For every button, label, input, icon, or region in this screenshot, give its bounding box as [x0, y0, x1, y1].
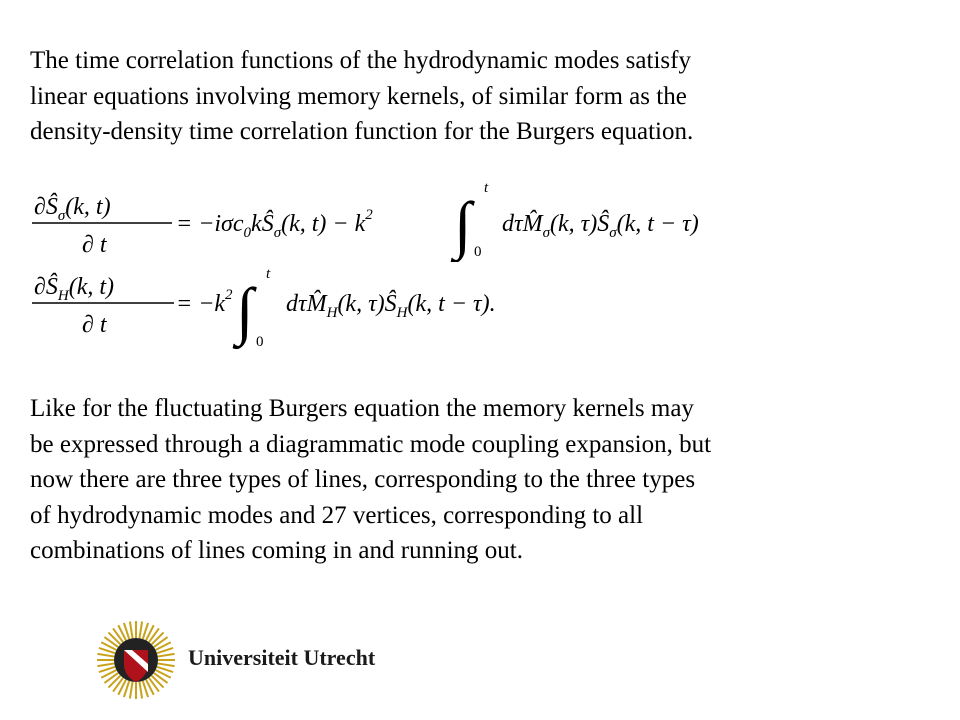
sun-ray — [108, 676, 120, 688]
eq2-integral-lower: 0 — [256, 334, 264, 350]
eq1-rhs-part1: = $-i\sigma c_0kŜ_\sigma(k$, $t) - k^2$ — [176, 207, 373, 241]
eq2-fraction-numerator: $\partial Ŝ_H(k$, t) — [34, 274, 115, 304]
sun-ray — [130, 682, 133, 699]
sun-ray — [97, 663, 114, 666]
sun-ray — [158, 663, 175, 666]
eq1-integrand: $d\tau M̂_\sigma(k$, $\tau)Ŝ_\sigma(k$, t − τ) — [502, 211, 699, 241]
eq1-integral-lower: 0 — [474, 244, 482, 260]
university-sun-logo — [96, 620, 176, 700]
eq2-fraction-denominator: ∂ t — [82, 312, 107, 338]
eq1-fraction-denominator: ∂ t — [82, 232, 107, 258]
intro-paragraph: The time correlation functions of the hydrodynamic modes satisfy linear equations involving memory kernels, of similar form as the density-density time correlation function for the Burgers equation. — [30, 47, 694, 145]
sun-ray — [139, 621, 142, 638]
eq1-fraction-numerator: $\partial Ŝ_\sigma(k$, t) — [34, 194, 111, 224]
sun-ray — [139, 682, 142, 699]
eq2-rhs-part1: = $-k^2$ — [176, 287, 233, 317]
sun-ray — [108, 632, 120, 644]
eq2-integral-sign: ∫ — [236, 275, 254, 346]
eq1-integral-sign: ∫ — [454, 189, 472, 260]
conclusion-paragraph: Like for the fluctuating Burgers equation the memory kernels may be expressed through a diagrammatic mode coupling expansion, but now there are three types of lines, corresponding to the three types of hydrodynamic modes and 27 vertices, corresponding to all combinations of lines coming in and running out. — [30, 395, 712, 564]
sun-ray — [130, 621, 133, 638]
sun-ray — [152, 676, 164, 688]
equation-2 — [24, 264, 784, 350]
eq2-integral-upper: t — [266, 266, 271, 282]
equation-1 — [24, 176, 784, 262]
university-wordmark: Universiteit Utrecht — [188, 645, 376, 670]
eq2-integrand: $d\tau M̂_H(k$, $\tau)Ŝ_H(k$, t − τ). — [286, 291, 496, 321]
sun-ray — [152, 632, 164, 644]
eq1-integral-upper: t — [484, 180, 489, 196]
sun-ray — [158, 654, 175, 657]
sun-ray — [97, 654, 114, 657]
